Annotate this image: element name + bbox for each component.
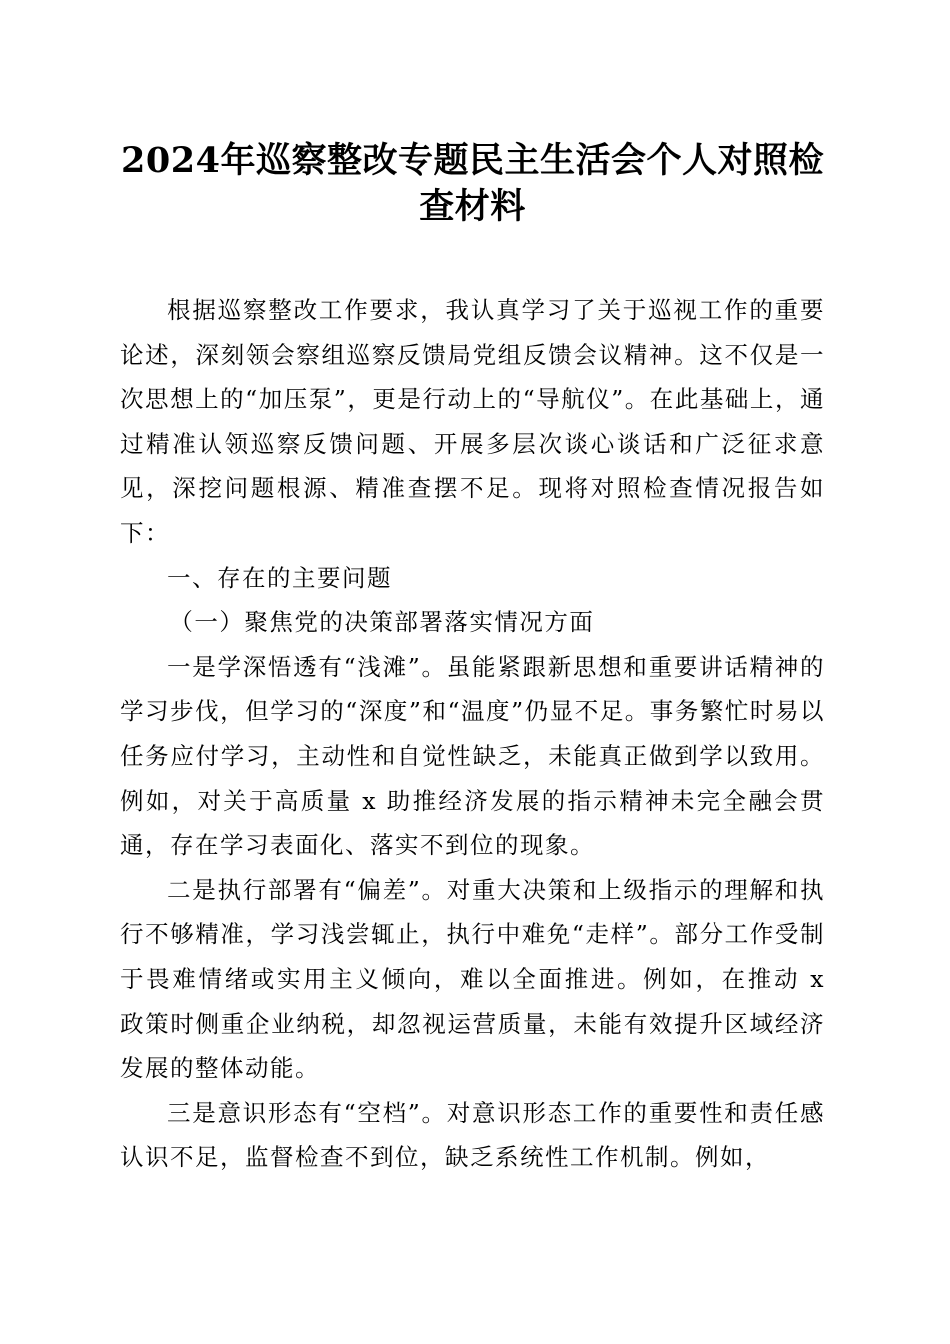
document-body	[120, 288, 825, 1180]
point-paragraph-2: 二是执行部署有“偏差”。对重大决策和上级指示的理解和执行不够精准，学习浅尝辄止，执行中难免“走样”。部分工作受制于畏难情绪或实用主义倾向，难以全面推进。例如，在推动 x 政策时侧重企业纳税，却忽视运营质量，未能有效提升区域经济发展的整体动能。	[120, 875, 825, 1083]
document-title	[120, 138, 825, 230]
point-paragraph-3: 三是意识形态有“空档”。对意识形态工作的重要性和责任感认识不足，监督检查不到位，缺乏系统性工作机制。例如，	[120, 1098, 825, 1172]
section-heading: 一、存在的主要问题	[167, 563, 392, 592]
point-paragraph-1: 一是学深悟透有“浅滩”。虽能紧跟新思想和重要讲话精神的学习步伐，但学习的“深度”和“温度”仍显不足。事务繁忙时易以任务应付学习，主动性和自觉性缺乏，未能真正做到学以致用。例如，对关于高质量 x 助推经济发展的指示精神未完全融会贯通，存在学习表面化、落实不到位的现象。	[120, 652, 825, 860]
intro-paragraph: 根据巡察整改工作要求，我认真学习了关于巡视工作的重要论述，深刻领会察组巡察反馈局党组反馈会议精神。这不仅是一次思想上的“加压泵”，更是行动上的“导航仪”。在此基础上，通过精准认领巡察反馈问题、开展多层次谈心谈话和广泛征求意见，深挖问题根源、精准查摆不足。现将对照检查情况报告如下：	[120, 296, 825, 547]
title-line-2: 查材料	[419, 186, 526, 227]
title-line-1: 2024年巡察整改专题民主生活会个人对照检	[121, 140, 824, 181]
subsection-heading: （一）聚焦党的决策部署落实情况方面	[169, 608, 595, 637]
